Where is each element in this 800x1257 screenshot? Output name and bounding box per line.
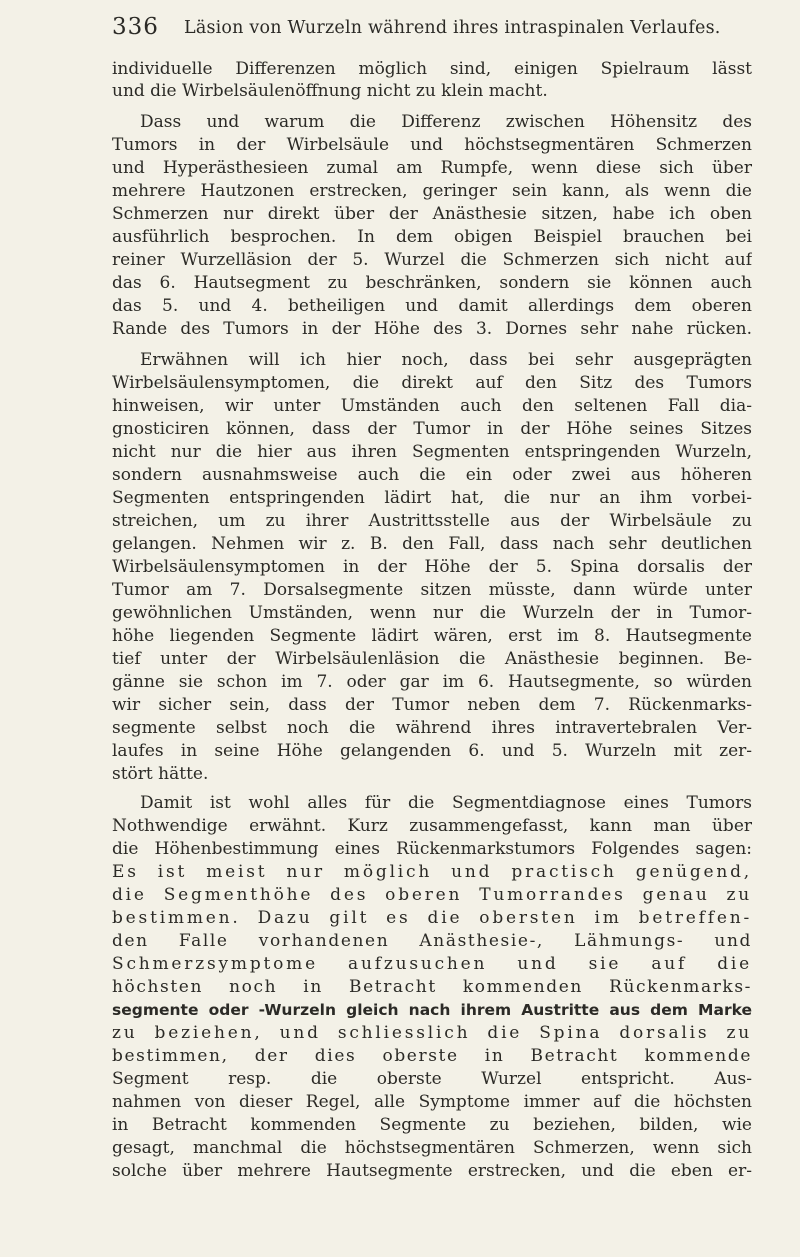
text-line: Nothwendige erwähnt. Kurz zusammengefasst, kann man über: [112, 816, 752, 836]
text-line: stört hätte.: [112, 764, 209, 784]
text-line: gnosticiren können, dass der Tumor in der Höhe seines Sitzes: [112, 419, 752, 439]
text-line: tief unter der Wirbelsäulenläsion die Anästhesie beginnen. Be-: [112, 649, 752, 669]
text-line: reiner Wurzelläsion der 5. Wurzel die Schmerzen sich nicht auf: [112, 250, 752, 270]
text-line: das 6. Hautsegment zu beschränken, sondern sie können auch: [112, 273, 752, 293]
text-line: nahmen von dieser Regel, alle Symptome immer auf die höchsten: [112, 1092, 752, 1112]
text-line: Wirbelsäulensymptomen, die direkt auf den Sitz des Tumors: [112, 373, 752, 393]
text-line: solche über mehrere Hautsegmente erstrecken, und die eben er-: [112, 1161, 752, 1181]
text-line: und Hyperästhesieen zumal am Rumpfe, wenn diese sich über: [112, 158, 752, 178]
emphasis-line: zu beziehen, und schliesslich die Spina dorsalis zu: [112, 1023, 752, 1043]
emphasis-line: bestimmen. Dazu gilt es die obersten im betreffen-: [112, 908, 752, 928]
text-line: Segmenten entspringenden lädirt hat, die nur an ihm vorbei-: [112, 488, 752, 508]
emphasis-line: die Segmenthöhe des oberen Tumorrandes genau zu: [112, 885, 752, 905]
text-line: individuelle Differenzen möglich sind, einigen Spielraum lässt: [112, 59, 752, 79]
emphasis-line: höchsten noch in Betracht kommenden Rückenmarks-: [112, 977, 752, 997]
text-line: und die Wirbelsäulenöffnung nicht zu klein macht.: [112, 81, 548, 101]
text-line: Rande des Tumors in der Höhe des 3. Dornes sehr nahe rücken.: [112, 319, 752, 339]
emphasis-line: Es ist meist nur möglich und practisch genügend,: [112, 862, 752, 882]
text-line: Wirbelsäulensymptomen in der Höhe der 5. Spina dorsalis der: [112, 557, 752, 577]
text-line: Damit ist wohl alles für die Segmentdiagnose eines Tumors: [140, 793, 752, 813]
text-line: streichen, um zu ihrer Austrittsstelle aus der Wirbelsäule zu: [112, 511, 752, 531]
page-header: [112, 14, 752, 48]
text-line: in Betracht kommenden Segmente zu beziehen, bilden, wie: [112, 1115, 752, 1135]
text-line: wir sicher sein, dass der Tumor neben dem 7. Rückenmarks-: [112, 695, 752, 715]
text-line: Schmerzen nur direkt über der Anästhesie sitzen, habe ich oben: [112, 204, 752, 224]
text-line: laufes in seine Höhe gelangenden 6. und 5. Wurzeln mit zer-: [112, 741, 752, 761]
bold-line: segmente oder -Wurzeln gleich nach ihrem Austritte aus dem Marke: [112, 1001, 752, 1019]
text-line: Tumors in der Wirbelsäule und höchstsegmentären Schmerzen: [112, 135, 752, 155]
text-line: gesagt, manchmal die höchstsegmentären Schmerzen, wenn sich: [112, 1138, 752, 1158]
text-line: gelangen. Nehmen wir z. B. den Fall, dass nach sehr deutlichen: [112, 534, 752, 554]
text-line: gewöhnlichen Umständen, wenn nur die Wurzeln der in Tumor-: [112, 603, 752, 623]
text-line: mehrere Hautzonen erstrecken, geringer sein kann, als wenn die: [112, 181, 752, 201]
text-line: höhe liegenden Segmente lädirt wären, erst im 8. Hautsegmente: [112, 626, 752, 646]
text-line: nicht nur die hier aus ihren Segmenten entspringenden Wurzeln,: [112, 442, 752, 462]
text-line: Dass und warum die Differenz zwischen Höhensitz des: [140, 112, 752, 132]
text-line: segmente selbst noch die während ihres intravertebralen Ver-: [112, 718, 752, 738]
text-line: Tumor am 7. Dorsalsegmente sitzen müsste, dann würde unter: [112, 580, 752, 600]
page-number: 336: [112, 14, 159, 40]
text-line: das 5. und 4. betheiligen und damit allerdings dem oberen: [112, 296, 752, 316]
text-line: ausführlich besprochen. In dem obigen Beispiel brauchen bei: [112, 227, 752, 247]
text-line: sondern ausnahmsweise auch die ein oder zwei aus höheren: [112, 465, 752, 485]
text-line: Segment resp. die oberste Wurzel entspricht. Aus-: [112, 1069, 752, 1089]
text-line: die Höhenbestimmung eines Rückenmarkstumors Folgendes sagen:: [112, 839, 752, 859]
text-line: gänne sie schon im 7. oder gar im 6. Hautsegmente, so würden: [112, 672, 752, 692]
text-line: hinweisen, wir unter Umständen auch den seltenen Fall dia-: [112, 396, 752, 416]
emphasis-line: bestimmen, der dies oberste in Betracht kommende: [112, 1046, 752, 1066]
emphasis-line: Schmerzsymptome aufzusuchen und sie auf die: [112, 954, 752, 974]
emphasis-line: den Falle vorhandenen Anästhesie-, Lähmungs- und: [112, 931, 752, 951]
text-line: Erwähnen will ich hier noch, dass bei sehr ausgeprägten: [140, 350, 752, 370]
running-title: Läsion von Wurzeln während ihres intraspinalen Verlaufes.: [184, 18, 721, 38]
